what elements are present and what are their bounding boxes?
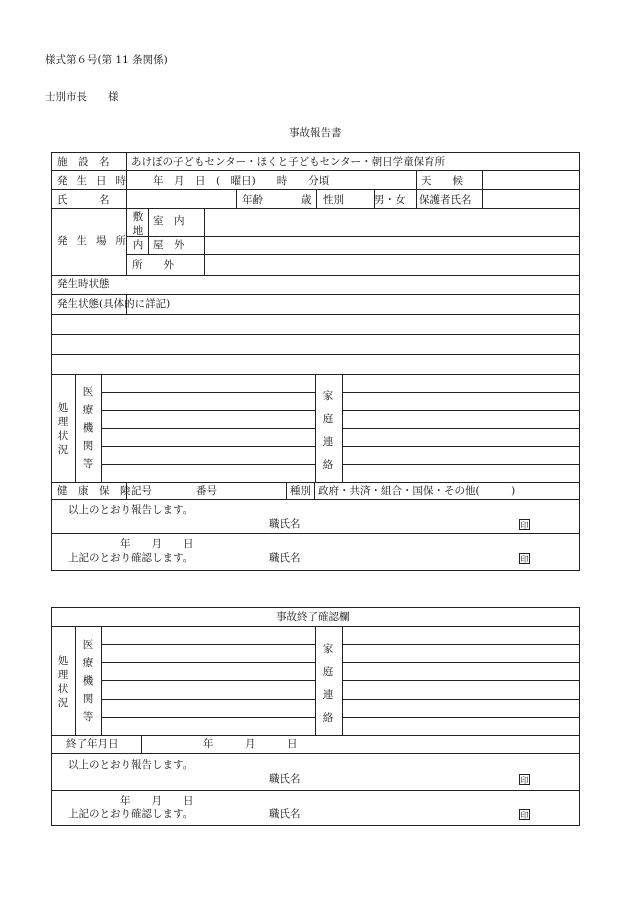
completion-medical-label: 医療機関等 <box>82 639 94 723</box>
insurance-symbol: 記号 <box>131 485 152 497</box>
reporter-seal: 印 <box>520 521 529 530</box>
completion-report-statement: 以上のとおり報告します。 <box>68 759 194 771</box>
insurance-type-value: 政府・共済・組合・国保・その他( ) <box>318 485 516 497</box>
facility-label: 施 設 名 <box>57 156 110 168</box>
premises-label: 敷地内 <box>132 211 144 251</box>
confirm-statement: 上記のとおり確認します。 <box>68 552 194 564</box>
completion-treatment-label: 処理状況 <box>57 655 69 709</box>
accident-report-table <box>51 152 580 571</box>
guardian-label: 保護者氏名 <box>419 194 472 206</box>
end-date-label: 終了年月日 <box>66 738 119 750</box>
treatment-label: 処理状況 <box>57 402 69 456</box>
datetime-value: 年 月 日 ( 曜日) 時 分頃 <box>153 175 330 187</box>
state-label: 発生時状態 <box>57 278 110 290</box>
addressee: 士別市長 様 <box>45 91 119 103</box>
completion-title: 事故終了確認欄 <box>276 611 350 623</box>
insurance-number: 番号 <box>196 485 217 497</box>
report-title: 事故報告書 <box>289 127 342 139</box>
confirm-date: 年 月 日 <box>120 538 194 550</box>
completion-confirmer-seal: 印 <box>520 811 529 820</box>
sex-label: 性別 <box>323 194 344 206</box>
outdoor-label: 屋 外 <box>153 239 185 251</box>
detail-label: 発生状態(具体的に詳記) <box>57 298 171 310</box>
completion-reporter-seal: 印 <box>520 776 529 785</box>
weather-label: 天 候 <box>421 175 463 187</box>
insurance-type-label: 種別 <box>290 485 311 497</box>
completion-confirmer-position-name: 職氏名 <box>269 808 301 820</box>
form-number: 様式第６号(第 11 条関係) <box>45 54 168 66</box>
indoor-label: 室 内 <box>153 215 185 227</box>
confirmer-seal: 印 <box>520 555 529 564</box>
completion-confirmation-table <box>51 607 580 826</box>
name-label: 氏 名 <box>57 194 110 206</box>
confirmer-position-name: 職氏名 <box>269 552 301 564</box>
datetime-label: 発生日時 <box>57 175 135 187</box>
place-label: 発生場所 <box>57 235 135 247</box>
offsite-label: 所 外 <box>132 259 174 271</box>
completion-confirm-date: 年 月 日 <box>120 795 194 807</box>
report-statement: 以上のとおり報告します。 <box>68 504 194 516</box>
facility-value: あけぼの子どもセンター・ほくと子どもセンター・朝日学童保育所 <box>131 156 446 168</box>
insurance-label: 健 康 保 険 <box>57 485 131 497</box>
age-unit: 歳 <box>301 194 312 206</box>
age-label: 年齢 <box>242 194 263 206</box>
completion-family-label: 家庭連絡 <box>322 643 334 724</box>
family-label: 家庭連絡 <box>322 390 334 471</box>
end-date-value: 年 月 日 <box>203 738 298 750</box>
sex-value: 男・女 <box>374 194 406 206</box>
completion-reporter-position-name: 職氏名 <box>269 773 301 785</box>
medical-label: 医療機関等 <box>82 386 94 470</box>
reporter-position-name: 職氏名 <box>269 518 301 530</box>
completion-confirm-statement: 上記のとおり確認します。 <box>68 808 194 820</box>
